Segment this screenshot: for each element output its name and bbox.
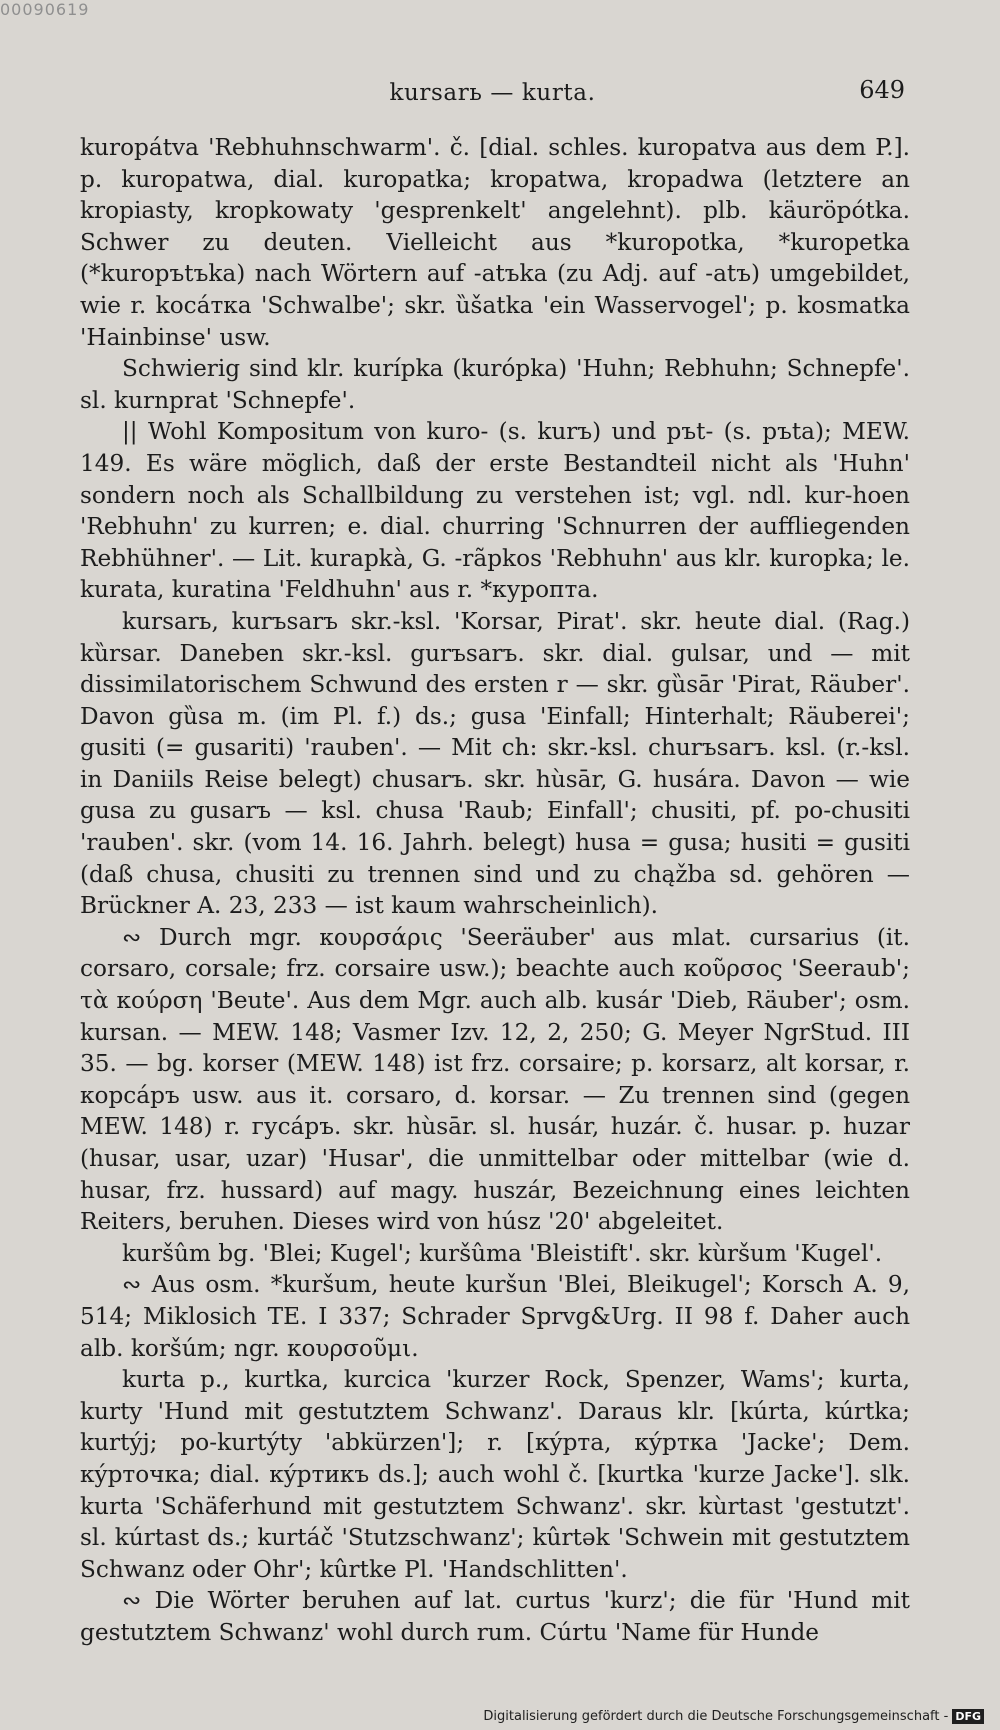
entry-kurta: kurta p., kurtka, kurcica 'kurzer Rock, Spenzer, Wams'; kurta, kurty 'Hund mit gestutztem Schwanz'. Daraus klr. [kúrta, kúrtka; kurtýj; po-kurtýty 'abkürzen']; r. [кýрта, кýртка 'Jacke'; Dem. кýрточка; dial. кýртикъ ds.]; auch wohl č. [kurtka 'kurze Jacke']. slk. kurta 'Schäferhund mit gestutztem Schwanz'. skr. kùrtast 'gestutzt'. sl. kúrtast ds.; kurtáč 'Stutzschwanz'; kûrtək 'Schwein mit gestutztem Schwanz oder Ohr'; kûrtke Pl. 'Handschlitten'. [80,1366,910,1583]
page-header [80,74,905,114]
paragraph: ∾ Durch mgr. κουρσάρις 'Seeräuber' aus mlat. cursarius (it. corsaro, corsale; frz. corsaire usw.); beachte auch κοῦρσος 'Seeraub'; τὰ κούρση 'Beute'. Aus dem Mgr. auch alb. kusár 'Dieb, Räuber'; osm. kursan. — MEW. 148; Vasmer Izv. 12, 2, 250; G. Meyer NgrStud. III 35. — bg. korser (MEW. 148) ist frz. corsaire; p. korsarz, alt korsar, r. корсáръ usw. aus it. corsaro, d. korsar. — Zu trennen sind (gegen MEW. 148) r. гусáръ. skr. hùsār. sl. husár, huzár. č. husar. p. huzar (husar, usar, uzar) 'Husar', die unmittelbar oder mittelbar (wie d. husar, frz. hussard) auf magy. huszár, Bezeichnung eines leichten Reiters, beruhen. Dieses wird von húsz '20' abgeleitet. [80,923,910,1236]
paragraph: ∾ Aus osm. *kuršum, heute kuršun 'Blei, Bleikugel'; Korsch A. 9, 514; Miklosich TE. I 337; Schrader Sprvg&Urg. II 98 f. Daher auch alb. koršúm; ngr. κουρσοῦμι. [80,1271,910,1362]
entry-kursum: kuršûm bg. 'Blei; Kugel'; kuršûma 'Bleistift'. skr. kùršum 'Kugel'. [122,1239,883,1267]
paragraph: Schwierig sind klr. kurípka (kurópka) 'Huhn; Rebhuhn; Schnepfe'. sl. kurnprat 'Schnepfe'. [80,355,910,414]
scan-id: 00090619 [0,0,90,19]
dfg-logo: DFG [952,1709,984,1724]
entry-kursar: kursarь, kurъsarъ skr.-ksl. 'Korsar, Pirat'. skr. heute dial. (Rag.) kȕrsar. Daneben skr.-ksl. gurъsarъ. skr. dial. gulsar, und — mit dissimilatorischem Schwund des ersten r — skr. gȕsār 'Pirat, Räuber'. Davon gȕsa m. (im Pl. f.) ds.; gusa 'Einfall; Hinterhalt; Räuberei'; gusiti (= gusariti) 'rauben'. — Mit ch: skr.-ksl. churъsarъ. ksl. (r.-ksl. in Daniils Reise belegt) chusarъ. skr. hùsār, G. husára. Davon — wie gusa zu gusarъ — ksl. chusa 'Raub; Einfall'; chusiti, pf. po-chusiti 'rauben'. skr. (vom 14. 16. Jahrh. belegt) husa = gusa; husiti = gusiti (daß chusa, chusiti zu trennen sind und zu chąžba sd. gehören — Brückner A. 23, 233 — ist kaum wahrscheinlich). [80,607,910,920]
digitization-footer [483,1709,984,1724]
running-title: kursarь — kurta. [389,80,596,106]
page-number: 649 [859,76,905,104]
paragraph: || Wohl Kompositum von kuro- (s. kurъ) und pъt- (s. pъta); MEW. 149. Es wäre möglich, daß der erste Bestandteil nicht als 'Huhn' sondern noch als Schallbildung zu verstehen ist; vgl. ndl. kur-hoen 'Rebhuhn' zu kurren; e. dial. churring 'Schnurren der auffliegenden Rebhühner'. — Lit. kurapkà, G. -rãpkos 'Rebhuhn' aus klr. kuropka; le. kurata, kuratina 'Feldhuhn' aus r. *куропта. [80,418,910,604]
paragraph: ∾ Die Wörter beruhen auf lat. curtus 'kurz'; die für 'Hund mit gestutztem Schwanz' wohl durch rum. Cúrtu 'Name für Hunde [80,1587,910,1646]
page-body [80,132,910,1649]
footer-text: Digitalisierung gefördert durch die Deutsche Forschungsgemeinschaft - [483,1709,949,1724]
paragraph: kuropátva 'Rebhuhnschwarm'. č. [dial. schles. kuropatva aus dem P.]. p. kuropatwa, dial. kuropatka; kropatwa, kropadwa (letztere an kropiasty, kropkowaty 'gesprenkelt' angelehnt). plb. käuröpótka. Schwer zu deuten. Vielleicht aus *kuropotka, *kuropetka (*kuropъtъka) nach Wörtern auf -atъka (zu Adj. auf -atъ) umgebildet, wie r. kocáтка 'Schwalbe'; skr. ȕšatka 'ein Wasservogel'; p. kosmatka 'Hainbinse' usw. [80,134,910,351]
